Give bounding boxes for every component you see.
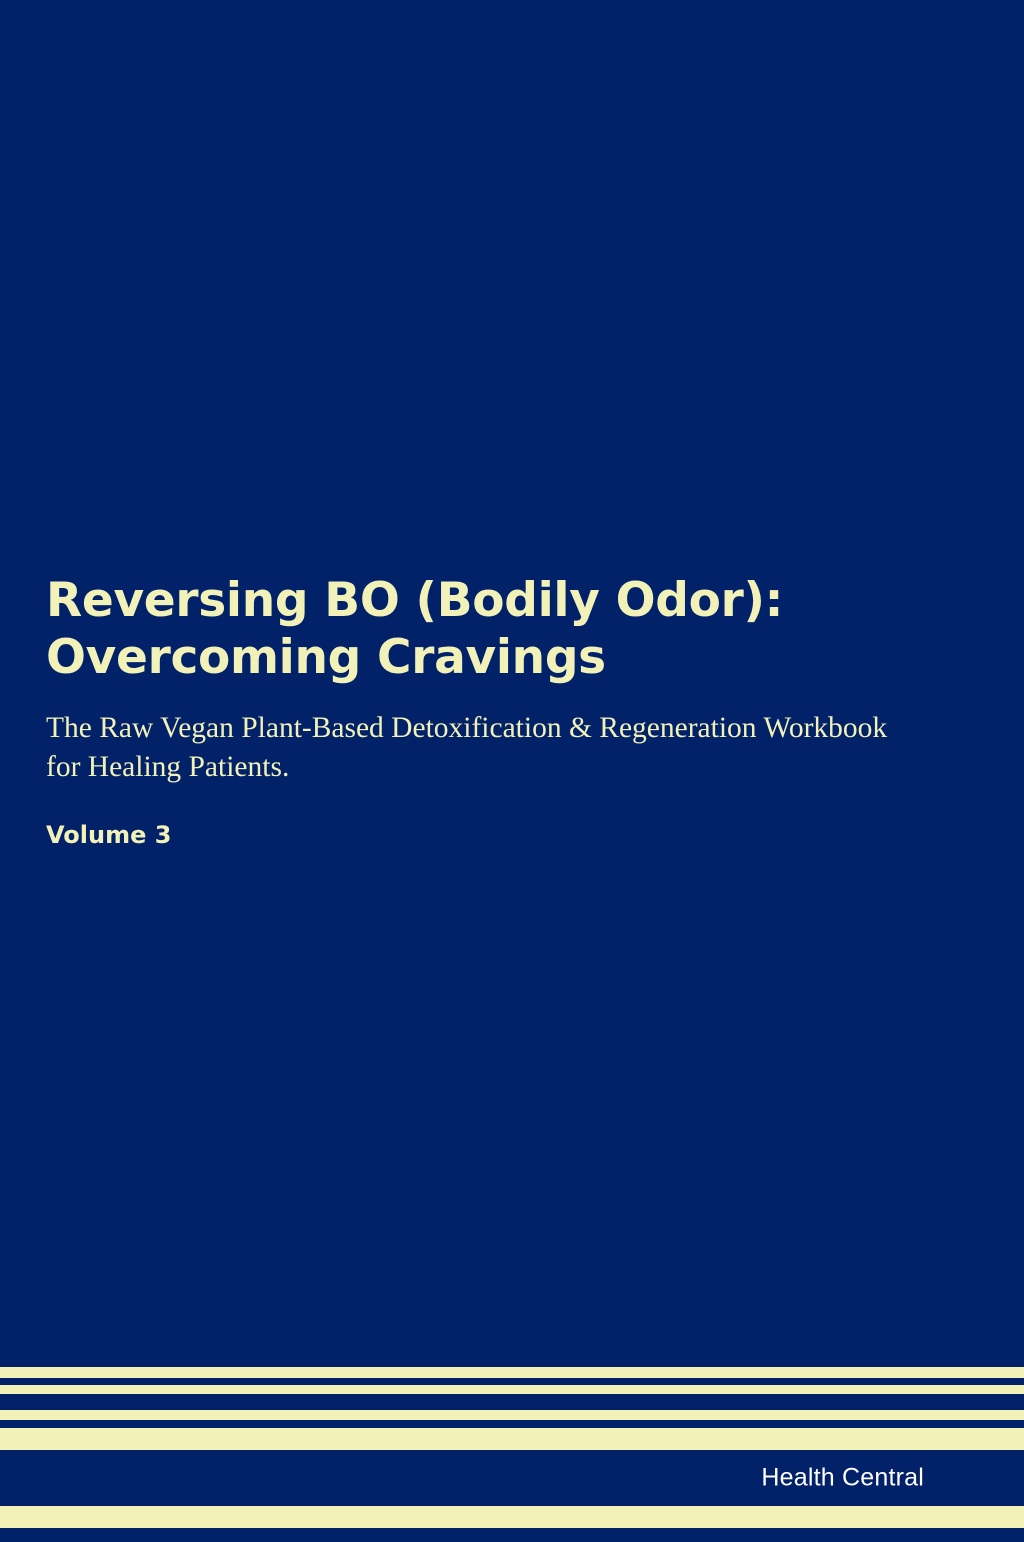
book-subtitle: The Raw Vegan Plant-Based Detoxification & Regeneration Workbook for Healing Patients. bbox=[46, 711, 888, 783]
stripe-cream-3 bbox=[0, 1410, 1024, 1420]
stripe-navy-4 bbox=[0, 1528, 1024, 1542]
page-title: Reversing BO (Bodily Odor): Overcoming Cravings bbox=[46, 573, 784, 686]
title-block bbox=[46, 572, 946, 849]
stripe-navy-1 bbox=[0, 1378, 1024, 1385]
stripe-cream-4 bbox=[0, 1428, 1024, 1450]
publisher-band bbox=[0, 1450, 1024, 1506]
stripe-cream-1 bbox=[0, 1367, 1024, 1378]
publisher-name: Health Central bbox=[761, 1463, 924, 1492]
stripe-cream-2 bbox=[0, 1385, 1024, 1394]
stripe-cream-5 bbox=[0, 1506, 1024, 1528]
volume-label: Volume 3 bbox=[46, 820, 172, 849]
bottom-stripes bbox=[0, 1367, 1024, 1542]
stripe-navy-2 bbox=[0, 1394, 1024, 1410]
stripe-navy-3 bbox=[0, 1420, 1024, 1428]
